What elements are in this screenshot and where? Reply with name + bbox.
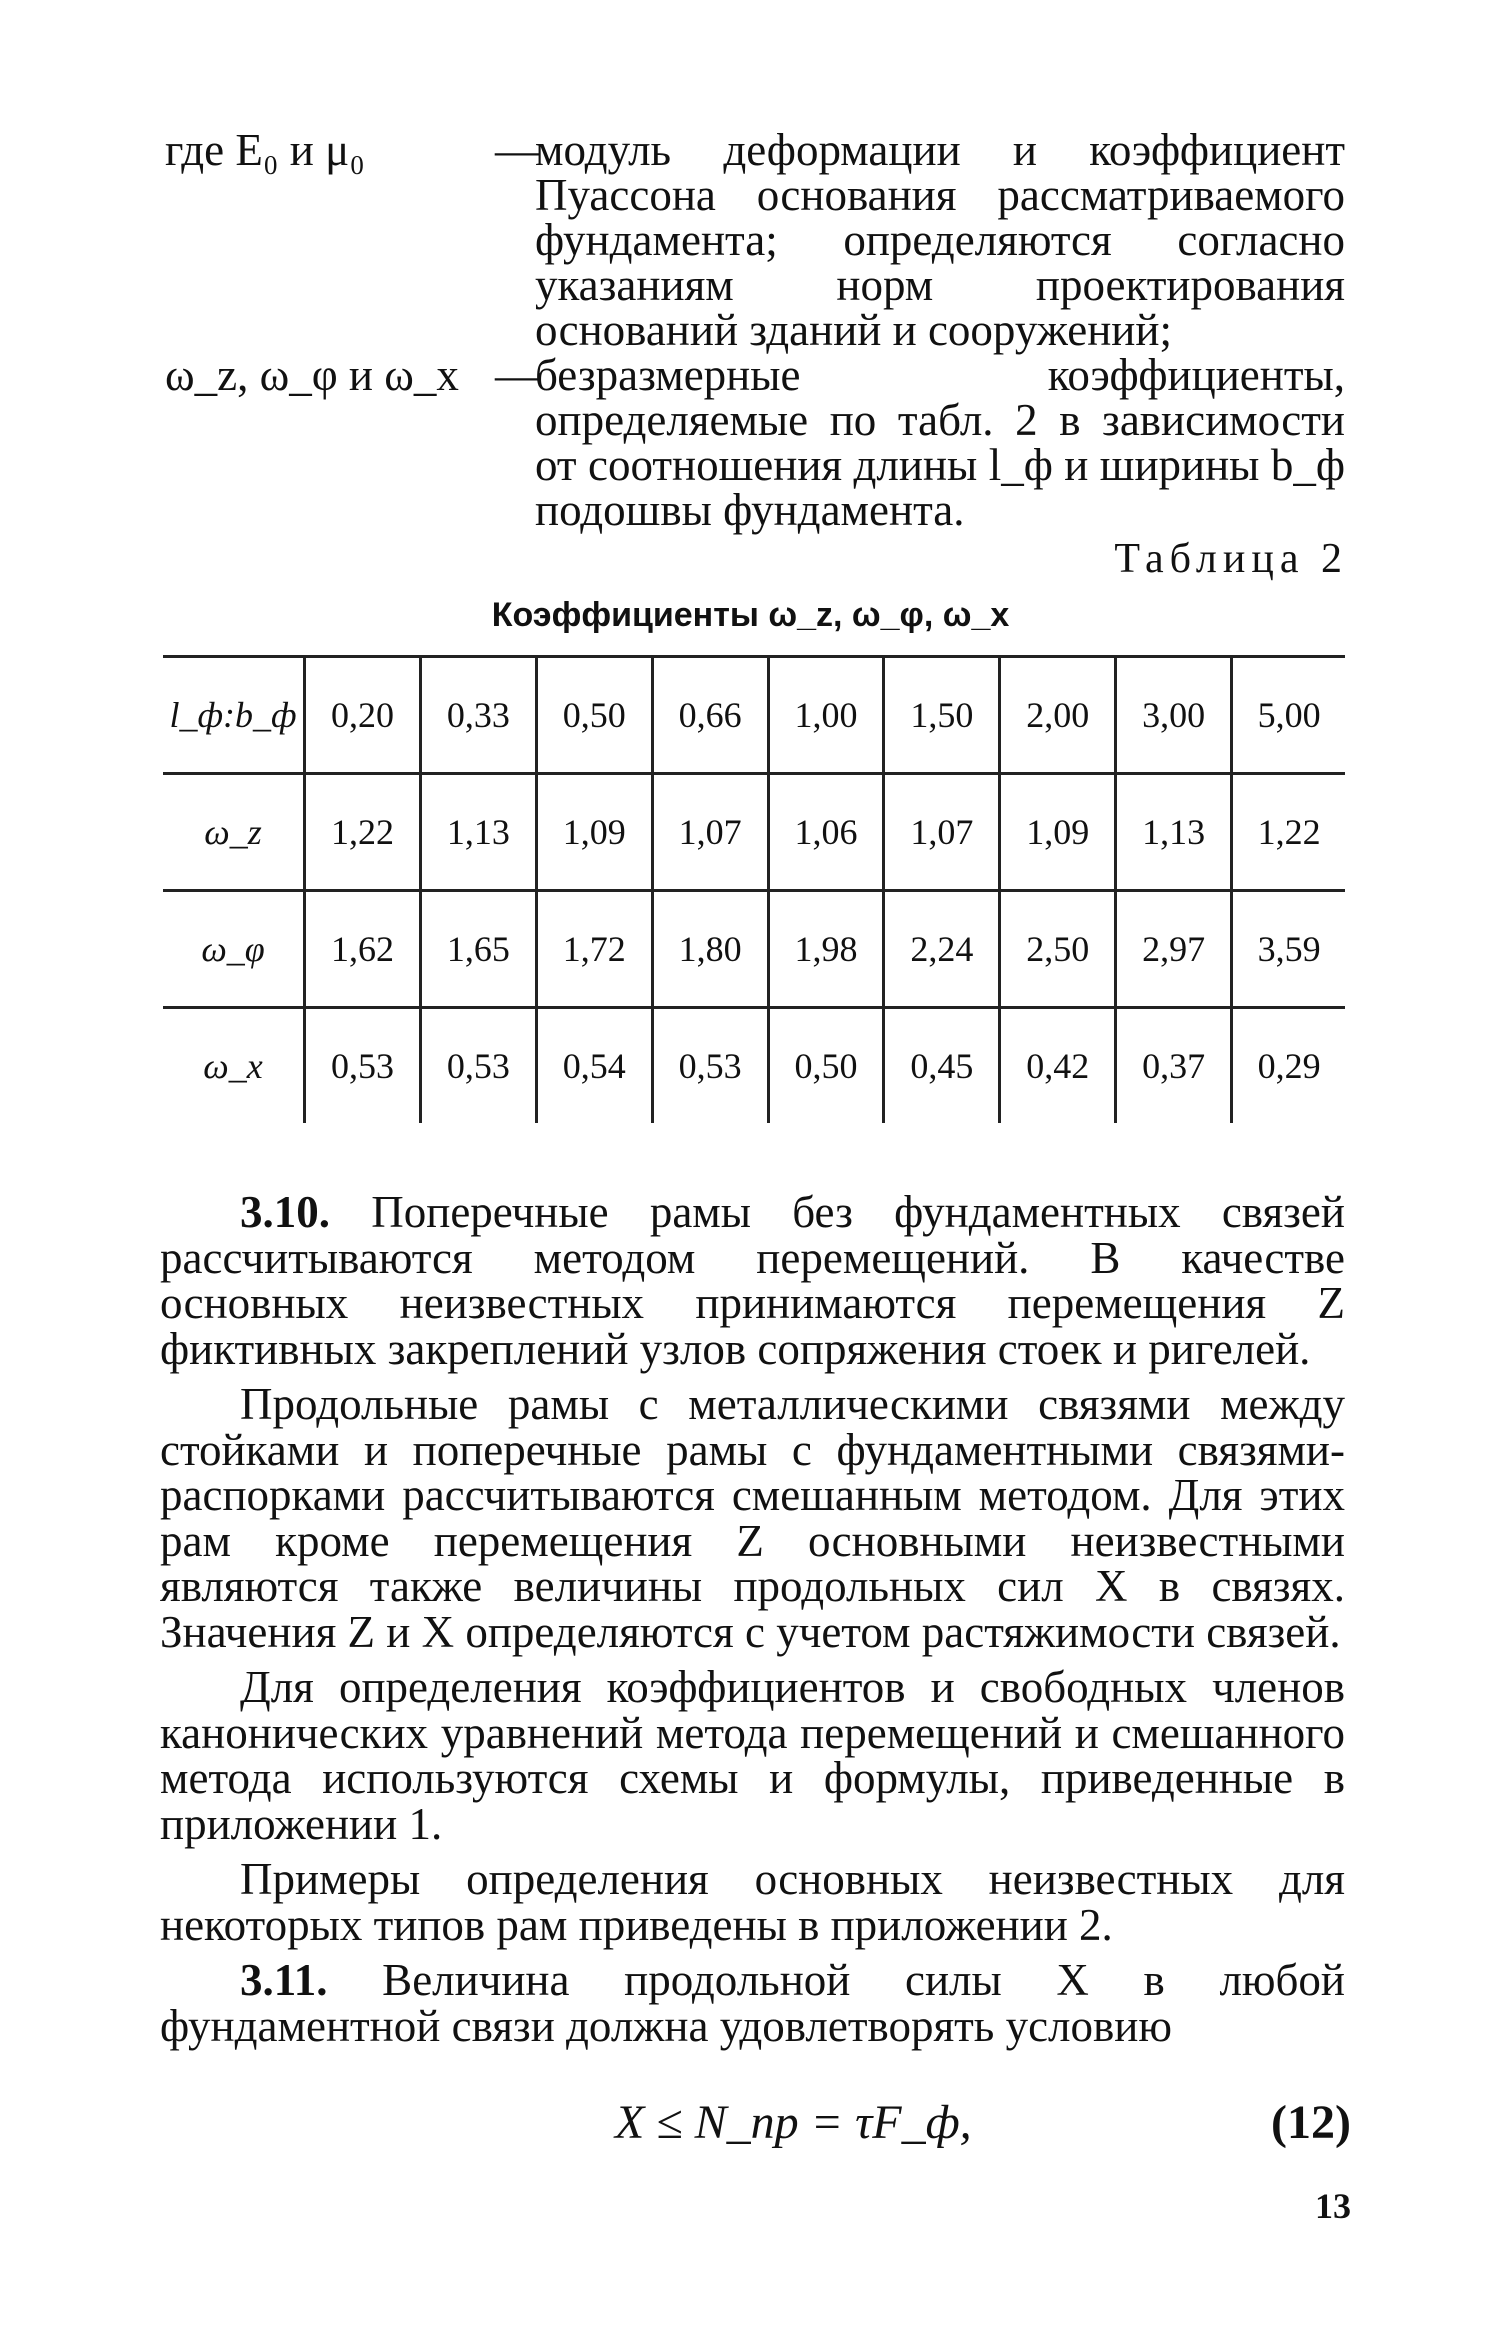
paragraph: [160, 1662, 1345, 1849]
table-cell: 0,29: [1232, 1008, 1345, 1124]
table-cell: 0,37: [1116, 1008, 1232, 1124]
table-header-cell: 5,00: [1232, 657, 1345, 774]
table-cell: 1,80: [652, 891, 768, 1008]
table-cell: 0,53: [420, 1008, 536, 1124]
paragraph-text: Продольные рамы с металлическими связями между стойками и поперечные рамы с фундаментными связями-распорками рассчитываются смешанным методом. Для этих рам кроме перемещения Z основными неизвестными являются также величины продольных сил X в связях. Значения Z и X определяются с учетом растяжимости связей.: [160, 1379, 1345, 1657]
section-number: 3.11.: [240, 1955, 328, 2005]
table-row-label: ω_x: [203, 1046, 263, 1086]
table-cell: 0,45: [884, 1008, 1000, 1124]
table-header-cell: 1,50: [884, 657, 1000, 774]
formula-number: (12): [1271, 2096, 1351, 2149]
table-cell: 1,62: [305, 891, 421, 1008]
table-cell: 0,50: [768, 1008, 884, 1124]
table-row-label: ω_z: [204, 812, 262, 852]
table-row: [163, 891, 1345, 1008]
table-header-cell: 0,66: [652, 657, 768, 774]
table-header-cell: 2,00: [1000, 657, 1116, 774]
definition-text: безразмерные коэффициенты, определяемые по табл. 2 в зависимости от соотношения длины l_ф и ширины b_ф подошвы фундамента.: [535, 350, 1345, 535]
definition-dash: —: [495, 350, 540, 400]
table-cell: 1,07: [652, 774, 768, 891]
table-header-row: [163, 657, 1345, 774]
definition-dash: —: [495, 125, 540, 175]
table-header-cell: 0,33: [420, 657, 536, 774]
table-cell: 1,06: [768, 774, 884, 891]
definition-text: модуль деформации и коэффициент Пуассона основания рассматриваемого фундамента; определяются согласно указаниям норм проектирования оснований зданий и сооружений;: [535, 125, 1345, 355]
formula: X ≤ N_пр = τF_ф,: [615, 2096, 972, 2149]
table-label: Таблица 2: [1114, 536, 1348, 582]
table-header-cell: 1,00: [768, 657, 884, 774]
paragraph-text: Примеры определения основных неизвестных для некоторых типов рам приведены в приложении 2.: [160, 1854, 1345, 1950]
definition-term: ω_z, ω_φ и ω_x: [165, 350, 459, 400]
section-number: 3.10.: [240, 1187, 330, 1237]
table-cell: 3,59: [1232, 891, 1345, 1008]
paragraph-text: Для определения коэффициентов и свободных членов канонических уравнений метода перемещений и смешанного метода используются схемы и формулы, приведенные в приложении 1.: [160, 1662, 1345, 1849]
table-cell: 1,22: [1232, 774, 1345, 891]
table-cell: 1,65: [420, 891, 536, 1008]
table-cell: 0,42: [1000, 1008, 1116, 1124]
body-text: [160, 1187, 1345, 2059]
table-cell: 1,09: [536, 774, 652, 891]
table-cell: 2,50: [1000, 891, 1116, 1008]
table-cell: 1,98: [768, 891, 884, 1008]
paragraph: [160, 1854, 1345, 1950]
table-header-cell: 0,50: [536, 657, 652, 774]
table-row: [163, 774, 1345, 891]
page-number: 13: [1315, 2186, 1351, 2226]
table-cell: 2,97: [1116, 891, 1232, 1008]
table-cell: 1,22: [305, 774, 421, 891]
table-row-label: ω_φ: [201, 929, 265, 969]
definitions-block: [165, 125, 1345, 535]
table-cell: 1,09: [1000, 774, 1116, 891]
paragraph: [160, 1955, 1345, 2051]
table-cell: 0,53: [652, 1008, 768, 1124]
table-cell: 1,07: [884, 774, 1000, 891]
table-cell: 1,13: [1116, 774, 1232, 891]
table-header-cell: 3,00: [1116, 657, 1232, 774]
definition-term: где E₀ и μ₀: [165, 125, 365, 175]
table-caption: Коэффициенты ω_z, ω_φ, ω_x: [491, 596, 1010, 634]
table-cell: 0,54: [536, 1008, 652, 1124]
table-header-label: l_ф:b_ф: [169, 695, 297, 735]
table-header-cell: 0,20: [305, 657, 421, 774]
definition-row: [165, 350, 1345, 535]
table-row: [163, 1008, 1345, 1124]
paragraph-text: Поперечные рамы без фундаментных связей рассчитываются методом перемещений. В качестве основных неизвестных принимаются перемещения Z фиктивных закреплений узлов сопряжения стоек и ригелей.: [160, 1187, 1345, 1374]
definition-row: [165, 125, 1345, 355]
table-cell: 2,24: [884, 891, 1000, 1008]
coefficients-table: [163, 655, 1345, 1123]
paragraph-text: Величина продольной силы X в любой фундаментной связи должна удовлетворять условию: [160, 1955, 1345, 2051]
table-cell: 0,53: [305, 1008, 421, 1124]
paragraph: [160, 1187, 1345, 1374]
table-cell: 1,72: [536, 891, 652, 1008]
paragraph: [160, 1379, 1345, 1657]
table-cell: 1,13: [420, 774, 536, 891]
